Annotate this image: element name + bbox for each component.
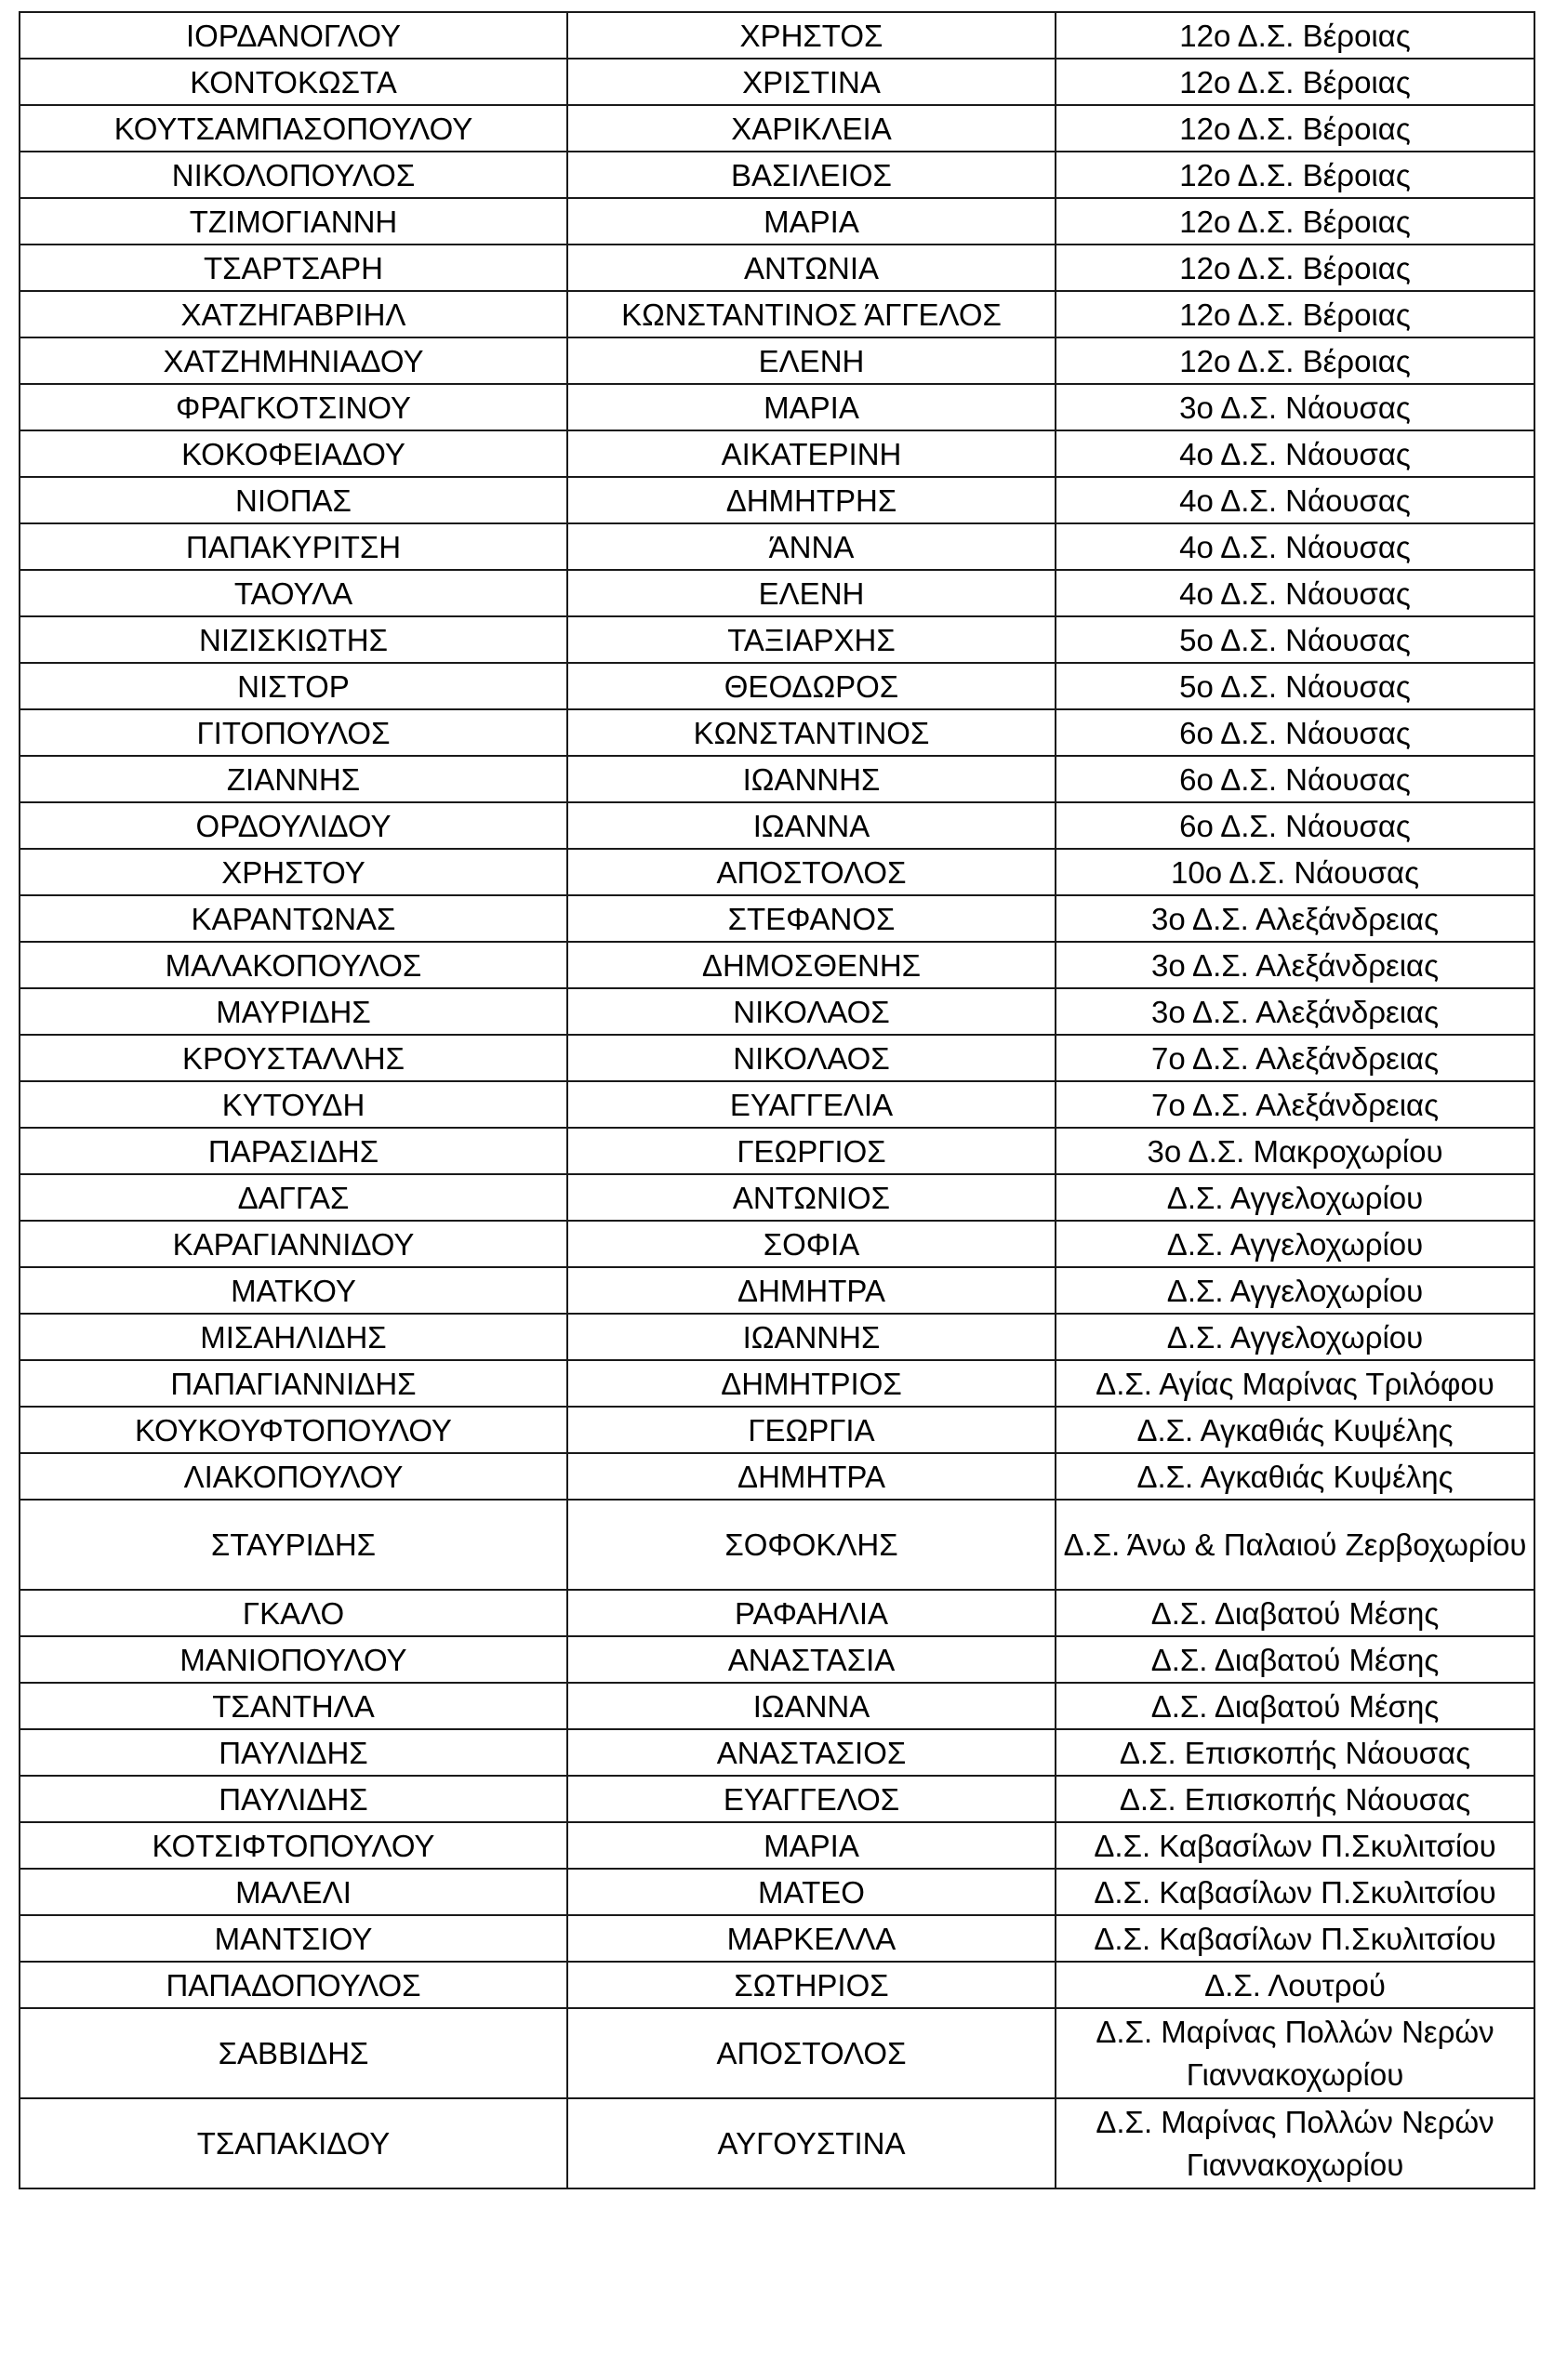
school-cell: Δ.Σ. Καβασίλων Π.Σκυλιτσίου (1056, 1869, 1534, 1915)
school-cell: 4ο Δ.Σ. Νάουσας (1056, 477, 1534, 523)
table-row (20, 756, 1534, 802)
school-cell: Δ.Σ. Διαβατού Μέσης (1056, 1683, 1534, 1729)
table-row (20, 849, 1534, 895)
table-row (20, 709, 1534, 756)
table-row (20, 942, 1534, 988)
school-cell: Δ.Σ. Καβασίλων Π.Σκυλιτσίου (1056, 1822, 1534, 1869)
surname-cell: ΠΑΥΛΙΔΗΣ (20, 1729, 567, 1776)
table-row (20, 1729, 1534, 1776)
table-row (20, 802, 1534, 849)
surname-cell: ΧΑΤΖΗΜΗΝΙΑΔΟΥ (20, 337, 567, 384)
table-row (20, 1407, 1534, 1453)
surname-cell: ΚΑΡΑΓΙΑΝΝΙΔΟΥ (20, 1221, 567, 1267)
table-row (20, 1869, 1534, 1915)
first-name-cell: ΚΩΝΣΤΑΝΤΙΝΟΣ ΆΓΓΕΛΟΣ (567, 291, 1056, 337)
school-cell: Δ.Σ. Αγγελοχωρίου (1056, 1174, 1534, 1221)
table-row (20, 895, 1534, 942)
school-cell: 12ο Δ.Σ. Βέροιας (1056, 59, 1534, 105)
surname-cell: ΟΡΔΟΥΛΙΔΟΥ (20, 802, 567, 849)
school-cell: Δ.Σ. Διαβατού Μέσης (1056, 1636, 1534, 1683)
school-cell: Δ.Σ. Αγγελοχωρίου (1056, 1221, 1534, 1267)
school-cell: 12ο Δ.Σ. Βέροιας (1056, 105, 1534, 152)
first-name-cell: ΧΡΗΣΤΟΣ (567, 12, 1056, 59)
school-cell: 12ο Δ.Σ. Βέροιας (1056, 291, 1534, 337)
school-cell: 12ο Δ.Σ. Βέροιας (1056, 152, 1534, 198)
table-row (20, 430, 1534, 477)
surname-cell: ΔΑΓΓΑΣ (20, 1174, 567, 1221)
first-name-cell: ΜΑΡΙΑ (567, 1822, 1056, 1869)
surname-cell: ΝΙΚΟΛΟΠΟΥΛΟΣ (20, 152, 567, 198)
surname-cell: ΦΡΑΓΚΟΤΣΙΝΟΥ (20, 384, 567, 430)
surname-cell: ΝΙΟΠΑΣ (20, 477, 567, 523)
surname-cell: ΣΑΒΒΙΔΗΣ (20, 2008, 567, 2098)
table-row (20, 1822, 1534, 1869)
school-cell: Δ.Σ. Επισκοπής Νάουσας (1056, 1729, 1534, 1776)
school-cell: Δ.Σ. Διαβατού Μέσης (1056, 1590, 1534, 1636)
first-name-cell: ΜΑΡΙΑ (567, 384, 1056, 430)
table-row (20, 245, 1534, 291)
table-row (20, 1174, 1534, 1221)
first-name-cell: ΝΙΚΟΛΑΟΣ (567, 988, 1056, 1035)
school-cell: Δ.Σ. Αγκαθιάς Κυψέλης (1056, 1407, 1534, 1453)
surname-cell: ΠΑΠΑΓΙΑΝΝΙΔΗΣ (20, 1360, 567, 1407)
table-row (20, 2098, 1534, 2188)
surname-cell: ΚΟΥΚΟΥΦΤΟΠΟΥΛΟΥ (20, 1407, 567, 1453)
first-name-cell: ΔΗΜΗΤΡΑ (567, 1267, 1056, 1314)
table-row (20, 570, 1534, 616)
first-name-cell: ΣΤΕΦΑΝΟΣ (567, 895, 1056, 942)
table-row (20, 663, 1534, 709)
school-cell: 6ο Δ.Σ. Νάουσας (1056, 709, 1534, 756)
table-row (20, 1962, 1534, 2008)
school-cell: 7ο Δ.Σ. Αλεξάνδρειας (1056, 1081, 1534, 1128)
surname-cell: ΓΚΑΛΟ (20, 1590, 567, 1636)
surname-cell: ΚΟΤΣΙΦΤΟΠΟΥΛΟΥ (20, 1822, 567, 1869)
table-row (20, 1915, 1534, 1962)
first-name-cell: ΜΑΡΙΑ (567, 198, 1056, 245)
first-name-cell: ΧΡΙΣΤΙΝΑ (567, 59, 1056, 105)
first-name-cell: ΑΝΤΩΝΙΟΣ (567, 1174, 1056, 1221)
surname-cell: ΤΣΑΠΑΚΙΔΟΥ (20, 2098, 567, 2188)
surname-cell: ΚΟΥΤΣΑΜΠΑΣΟΠΟΥΛΟΥ (20, 105, 567, 152)
first-name-cell: ΙΩΑΝΝΑ (567, 1683, 1056, 1729)
surname-cell: ΚΟΚΟΦΕΙΑΔΟΥ (20, 430, 567, 477)
school-cell: 5ο Δ.Σ. Νάουσας (1056, 616, 1534, 663)
surname-cell: ΜΑΛΑΚΟΠΟΥΛΟΣ (20, 942, 567, 988)
first-name-cell: ΔΗΜΗΤΡΑ (567, 1453, 1056, 1500)
school-cell: 3ο Δ.Σ. Αλεξάνδρειας (1056, 942, 1534, 988)
school-cell: 3ο Δ.Σ. Μακροχωρίου (1056, 1128, 1534, 1174)
table-row (20, 1314, 1534, 1360)
first-name-cell: ΘΕΟΔΩΡΟΣ (567, 663, 1056, 709)
school-cell: Δ.Σ. Λουτρού (1056, 1962, 1534, 2008)
surname-cell: ΧΡΗΣΤΟΥ (20, 849, 567, 895)
surname-cell: ΜΑΛΕΛΙ (20, 1869, 567, 1915)
school-cell: Δ.Σ. Αγίας Μαρίνας Τριλόφου (1056, 1360, 1534, 1407)
school-cell: 5ο Δ.Σ. Νάουσας (1056, 663, 1534, 709)
table-row (20, 2008, 1534, 2098)
surname-cell: ΜΑΥΡΙΔΗΣ (20, 988, 567, 1035)
school-cell: 6ο Δ.Σ. Νάουσας (1056, 756, 1534, 802)
school-cell: 10ο Δ.Σ. Νάουσας (1056, 849, 1534, 895)
surname-cell: ΠΑΠΑΚΥΡΙΤΣΗ (20, 523, 567, 570)
surname-cell: ΜΑΤΚΟΥ (20, 1267, 567, 1314)
surname-cell: ΚΥΤΟΥΔΗ (20, 1081, 567, 1128)
first-name-cell: ΕΥΑΓΓΕΛΟΣ (567, 1776, 1056, 1822)
first-name-cell: ΙΩΑΝΝΗΣ (567, 756, 1056, 802)
table-row (20, 1500, 1534, 1590)
table-row (20, 1035, 1534, 1081)
school-cell: Δ.Σ. Αγγελοχωρίου (1056, 1267, 1534, 1314)
school-cell: Δ.Σ. Μαρίνας Πολλών Νερών Γιαννακοχωρίου (1056, 2098, 1534, 2188)
surname-cell: ΜΑΝΤΣΙΟΥ (20, 1915, 567, 1962)
surname-cell: ΛΙΑΚΟΠΟΥΛΟΥ (20, 1453, 567, 1500)
first-name-cell: ΡΑΦΑΗΛΙΑ (567, 1590, 1056, 1636)
table-row (20, 523, 1534, 570)
first-name-cell: ΑΝΑΣΤΑΣΙΟΣ (567, 1729, 1056, 1776)
table-row (20, 105, 1534, 152)
first-name-cell: ΕΛΕΝΗ (567, 570, 1056, 616)
surname-cell: ΚΡΟΥΣΤΑΛΛΗΣ (20, 1035, 567, 1081)
table-row (20, 59, 1534, 105)
surname-cell: ΠΑΥΛΙΔΗΣ (20, 1776, 567, 1822)
surname-cell: ΤΖΙΜΟΓΙΑΝΝΗ (20, 198, 567, 245)
school-cell: 3ο Δ.Σ. Αλεξάνδρειας (1056, 895, 1534, 942)
school-cell: Δ.Σ. Επισκοπής Νάουσας (1056, 1776, 1534, 1822)
first-name-cell: ΜΑΤΕΟ (567, 1869, 1056, 1915)
table-row (20, 1636, 1534, 1683)
surname-cell: ΜΑΝΙΟΠΟΥΛΟΥ (20, 1636, 567, 1683)
first-name-cell: ΑΝΑΣΤΑΣΙΑ (567, 1636, 1056, 1683)
table-row (20, 477, 1534, 523)
first-name-cell: ΒΑΣΙΛΕΙΟΣ (567, 152, 1056, 198)
table-row (20, 337, 1534, 384)
table-row (20, 616, 1534, 663)
first-name-cell: ΑΠΟΣΤΟΛΟΣ (567, 2008, 1056, 2098)
first-name-cell: ΕΛΕΝΗ (567, 337, 1056, 384)
school-cell: Δ.Σ. Μαρίνας Πολλών Νερών Γιαννακοχωρίου (1056, 2008, 1534, 2098)
surname-cell: ΖΙΑΝΝΗΣ (20, 756, 567, 802)
table-row (20, 152, 1534, 198)
surname-cell: ΚΑΡΑΝΤΩΝΑΣ (20, 895, 567, 942)
table-row (20, 988, 1534, 1035)
first-name-cell: ΣΩΤΗΡΙΟΣ (567, 1962, 1056, 2008)
first-name-cell: ΆΝΝΑ (567, 523, 1056, 570)
first-name-cell: ΙΩΑΝΝΗΣ (567, 1314, 1056, 1360)
table-row (20, 1221, 1534, 1267)
school-cell: 3ο Δ.Σ. Αλεξάνδρειας (1056, 988, 1534, 1035)
surname-cell: ΚΟΝΤΟΚΩΣΤΑ (20, 59, 567, 105)
first-name-cell: ΔΗΜΗΤΡΗΣ (567, 477, 1056, 523)
surname-cell: ΧΑΤΖΗΓΑΒΡΙΗΛ (20, 291, 567, 337)
table-row (20, 198, 1534, 245)
school-cell: 6ο Δ.Σ. Νάουσας (1056, 802, 1534, 849)
table-row (20, 1128, 1534, 1174)
school-cell: 4ο Δ.Σ. Νάουσας (1056, 570, 1534, 616)
school-cell: 12ο Δ.Σ. Βέροιας (1056, 337, 1534, 384)
school-cell: 3ο Δ.Σ. Νάουσας (1056, 384, 1534, 430)
school-cell: Δ.Σ. Αγκαθιάς Κυψέλης (1056, 1453, 1534, 1500)
table-row (20, 1360, 1534, 1407)
first-name-cell: ΣΟΦΙΑ (567, 1221, 1056, 1267)
school-cell: 12ο Δ.Σ. Βέροιας (1056, 198, 1534, 245)
first-name-cell: ΔΗΜΟΣΘΕΝΗΣ (567, 942, 1056, 988)
first-name-cell: ΑΠΟΣΤΟΛΟΣ (567, 849, 1056, 895)
first-name-cell: ΑΝΤΩΝΙΑ (567, 245, 1056, 291)
surname-cell: ΣΤΑΥΡΙΔΗΣ (20, 1500, 567, 1590)
school-cell: 12ο Δ.Σ. Βέροιας (1056, 245, 1534, 291)
first-name-cell: ΧΑΡΙΚΛΕΙΑ (567, 105, 1056, 152)
surname-cell: ΜΙΣΑΗΛΙΔΗΣ (20, 1314, 567, 1360)
first-name-cell: ΤΑΞΙΑΡΧΗΣ (567, 616, 1056, 663)
surname-cell: ΤΣΑΝΤΗΛΑ (20, 1683, 567, 1729)
first-name-cell: ΚΩΝΣΤΑΝΤΙΝΟΣ (567, 709, 1056, 756)
surname-cell: ΝΙΣΤΟΡ (20, 663, 567, 709)
first-name-cell: ΓΕΩΡΓΙΑ (567, 1407, 1056, 1453)
table-row (20, 1081, 1534, 1128)
surname-cell: ΤΣΑΡΤΣΑΡΗ (20, 245, 567, 291)
table-row (20, 1683, 1534, 1729)
first-name-cell: ΜΑΡΚΕΛΛΑ (567, 1915, 1056, 1962)
first-name-cell: ΓΕΩΡΓΙΟΣ (567, 1128, 1056, 1174)
surname-cell: ΠΑΡΑΣΙΔΗΣ (20, 1128, 567, 1174)
first-name-cell: ΕΥΑΓΓΕΛΙΑ (567, 1081, 1056, 1128)
table-row (20, 1590, 1534, 1636)
school-cell: Δ.Σ. Άνω & Παλαιού Ζερβοχωρίου (1056, 1500, 1534, 1590)
first-name-cell: ΙΩΑΝΝΑ (567, 802, 1056, 849)
surname-cell: ΓΙΤΟΠΟΥΛΟΣ (20, 709, 567, 756)
school-cell: 4ο Δ.Σ. Νάουσας (1056, 430, 1534, 477)
table-row (20, 384, 1534, 430)
first-name-cell: ΑΙΚΑΤΕΡΙΝΗ (567, 430, 1056, 477)
surname-cell: ΠΑΠΑΔΟΠΟΥΛΟΣ (20, 1962, 567, 2008)
first-name-cell: ΑΥΓΟΥΣΤΙΝΑ (567, 2098, 1056, 2188)
school-cell: Δ.Σ. Καβασίλων Π.Σκυλιτσίου (1056, 1915, 1534, 1962)
table-row (20, 291, 1534, 337)
teacher-school-table (19, 11, 1535, 2189)
surname-cell: ΝΙΖΙΣΚΙΩΤΗΣ (20, 616, 567, 663)
table-row (20, 1453, 1534, 1500)
school-cell: 12ο Δ.Σ. Βέροιας (1056, 12, 1534, 59)
first-name-cell: ΣΟΦΟΚΛΗΣ (567, 1500, 1056, 1590)
table-row (20, 1776, 1534, 1822)
surname-cell: ΙΟΡΔΑΝΟΓΛΟΥ (20, 12, 567, 59)
school-cell: Δ.Σ. Αγγελοχωρίου (1056, 1314, 1534, 1360)
first-name-cell: ΔΗΜΗΤΡΙΟΣ (567, 1360, 1056, 1407)
table-row (20, 12, 1534, 59)
school-cell: 4ο Δ.Σ. Νάουσας (1056, 523, 1534, 570)
school-cell: 7ο Δ.Σ. Αλεξάνδρειας (1056, 1035, 1534, 1081)
table-row (20, 1267, 1534, 1314)
first-name-cell: ΝΙΚΟΛΑΟΣ (567, 1035, 1056, 1081)
surname-cell: ΤΑΟΥΛΑ (20, 570, 567, 616)
table-body (20, 12, 1534, 2188)
